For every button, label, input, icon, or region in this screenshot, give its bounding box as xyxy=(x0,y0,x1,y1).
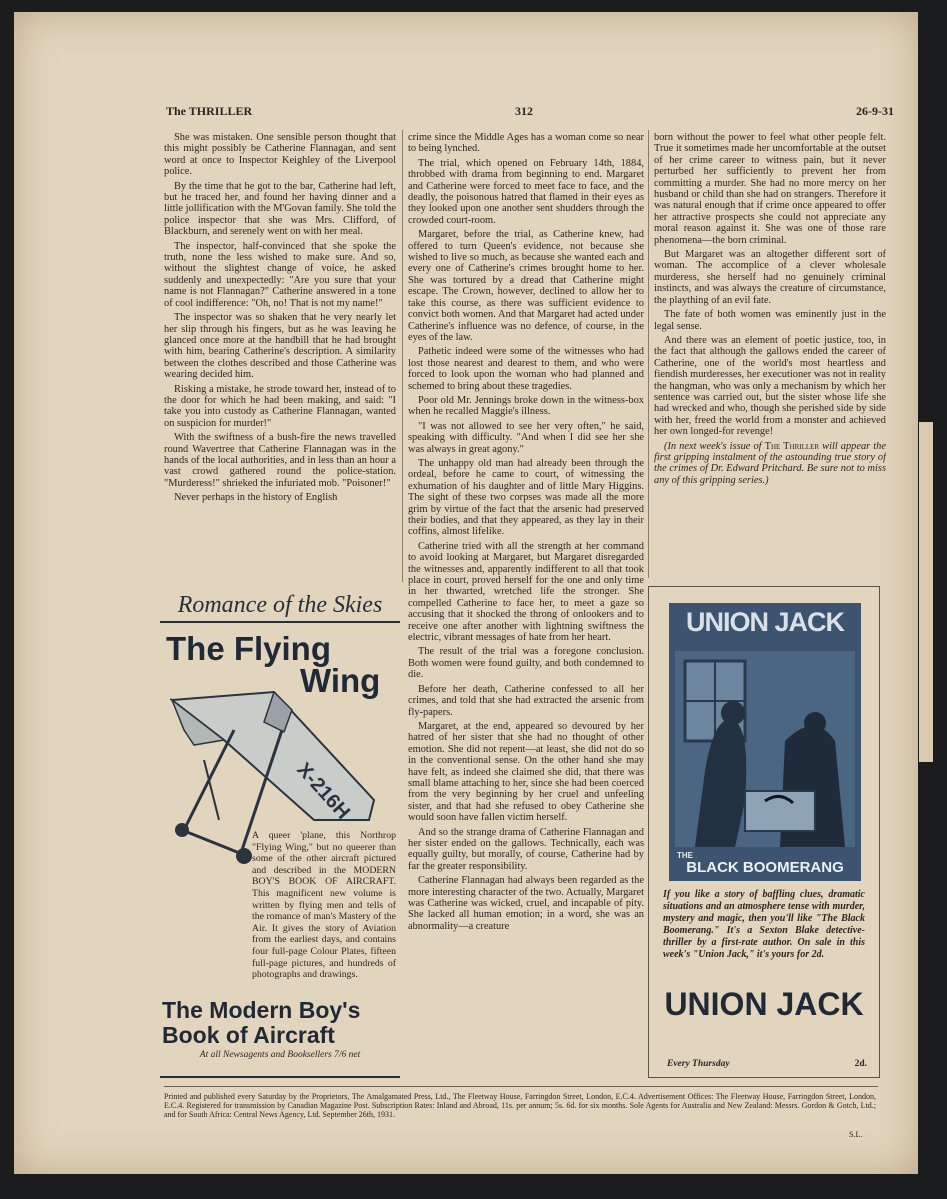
advert-title-line1: The Flying xyxy=(166,630,331,667)
paragraph: born without the power to feel what other people felt. True it sometimes made her uncomfortable at the outset of her crime career to witness pain, but it never perturbed her sufficiently to prevent her from committing a murder. She had no more mercy on her husband or child than she had on strangers. Therefore it was natural enough that if crime once appeared to offer her attractive prospects she could not appreciate any moral reason against it. She was one of those rare phenomena—the born criminal. xyxy=(654,132,886,246)
note-magazine-name: The Thriller xyxy=(764,440,820,452)
paragraph: Never perhaps in the history of English xyxy=(174,492,338,504)
paragraph: Margaret, at the end, appeared so devoured by her hatred of her sister that she had no thought of other emotion. She did not repent—at least, she did not do so in the conventional sense. On the other hand she may have felt, as indeed she claimed she did, that there was small blame attaching to her, since she had been coerced from the very beginning by her cruel and unfeeling sister, and that had she refused to obey Catherine she would soon have fallen victim herself. xyxy=(408,720,644,824)
paragraph: The result of the trial was a foregone conclusion. Both women were found guilty, and both condemned to die. xyxy=(408,646,644,681)
advert-availability: At all Newsagents and Booksellers 7/6 net xyxy=(199,1050,361,1060)
paragraph: crime since the Middle Ages has a woman come so near to being lynched. xyxy=(408,132,644,155)
advert-banner: Romance of the Skies xyxy=(177,592,383,618)
detective-scene-illustration xyxy=(675,651,855,847)
aircraft-registration: X-216H xyxy=(292,758,355,824)
next-week-note xyxy=(654,441,886,487)
paragraph: Poor old Mr. Jennings broke down in the witness-box when he recalled Maggie's illness. xyxy=(408,394,644,418)
issue-date: 26-9-31 xyxy=(856,104,894,118)
paragraph: The inspector, half-convinced that she spoke the truth, none the less wished to make sure. And so, without the slightest change of voice, he asked suddenly and unexpectedly: "Are you sure that your name is not Flannagan?" Catherine answered in a tone of cool indifference: "Oh, no! That is not my name!" xyxy=(164,240,396,309)
column-rule xyxy=(648,130,649,578)
printer-imprint: Printed and published every Saturday by the Proprietors, The Amalgamated Press, Ltd., The Fleetway House, Farringdon Street, London, E.C.4. Advertisement Offices: The Fleetway House, Farringdon Street, London, E.C.4. Registered for transmission by Canadian Magazine Post. Subscription Rates: Inland and Abroad, 11s. per annum; 5s. 6d. for six months. Sole Agents for Australia and New Zealand: Messrs. Gordon & Gotch, Ltd.; and for South Africa: Central News Agency, Ltd. September 26th, 1931. xyxy=(164,1092,876,1120)
divider xyxy=(164,1086,878,1087)
paragraph: The unhappy old man had already been through the ordeal, before he came to court, of witnessing the exhumation of his daughter and of little Mary Higgins. The sight of these two corpses was made all the more grim by virtue of the fact that the arsenic had preserved their bodies, and that they appeared, as they lay in their coffins, almost lifelike. xyxy=(408,457,644,538)
divider xyxy=(160,621,400,623)
aircraft-book-advert xyxy=(160,590,400,1078)
paragraph: The inspector was so shaken that he very nearly let her slip through his fingers, but as he was leaving he glanced once more at the handbill that he had brought with him, bearing Catherine's description. A similarity between the clothes described and those Catherine was wearing decided him. xyxy=(164,312,396,381)
imprint-code: S.L. xyxy=(849,1130,863,1139)
paragraph: By the time that he got to the bar, Catherine had left, but he traced her, and found her having dinner and a little jollification with the M'Govan family. She told the police inspector that she was Mrs. Clifford, of Blackburn, and serenely went on with her meal. xyxy=(164,180,396,238)
cover-masthead: UNION JACK xyxy=(685,607,844,637)
publication-schedule: Every Thursday xyxy=(667,1059,730,1069)
magazine-cover-image xyxy=(669,603,861,881)
advert-title-line2: Wing xyxy=(300,662,381,699)
running-head-title: The THRILLER xyxy=(166,104,253,118)
book-title: The Modern Boy's Book of Aircraft xyxy=(162,997,361,1048)
article-column-1 xyxy=(164,132,396,584)
note-text: (In next week's issue of xyxy=(664,440,765,452)
paragraph: With the swiftness of a bush-fire the news travelled round Wavertree that Catherine Flannagan was in the hands of the local authorities, and in less than an hour a vast crowd gathered round the police-station. "Murderess!" shrieked the infuriated mob. "Poisoner!" xyxy=(164,432,396,489)
paragraph: Catherine tried with all the strength at her command to avoid looking at Margaret, but Margaret disregarded the witnesses and, apparently indifferent to all that took place in court, proved herself for the one and only time in her thwarted, wretched life the stronger. She compelled Catherine to face her, to meet a gaze so accusing that it shocked the throng of onlookers and to receive one after another with lightning swiftness the electric, vibrant messages of hate from her heart. xyxy=(408,540,644,644)
paragraph: Risking a mistake, he strode toward her, instead of to the door for which he had been making, and said: "I take you into custody as Catherine Flannagan, wanted on suspicion for murder!" xyxy=(164,383,396,429)
magazine-page xyxy=(14,12,918,1174)
page-number: 312 xyxy=(515,104,533,118)
paragraph: And there was an element of poetic justice, too, in the fact that although the gallows ended the career of Catherine, one of the world's most heartless and fiendish murderesses, her executioner was not in reality the hangman, who was only a mechanism by which her sentence was carried out, but the sister whose life she had wrecked and who, though she perished side by side with her, freed the world from a monster and achieved her own longed-for revenge! xyxy=(654,334,886,438)
article-column-2 xyxy=(408,132,644,1082)
paragraph: Pathetic indeed were some of the witnesses who had lost those nearest and dearest to them, and who were forced to look upon the woman who had planned and schemed to bring about these tragedies. xyxy=(408,346,644,392)
page-edge xyxy=(919,422,933,762)
paragraph: But Margaret was an altogether different sort of woman. The accomplice of a clever wholesale murderess, she herself had no genuinely criminal instincts, and was always the creature of circumstance, the plaything of an evil fate. xyxy=(654,249,886,306)
note-text: will appear the first gripping instalment of the astounding true story of the crimes of Dr. Edward Pritchard. Be sure not to miss any of this gripping series.) xyxy=(654,440,886,486)
advert-body: A queer 'plane, this Northrop "Flying Wing," but no queerer than some of the other aircraft pictured and described in the MODERN BOY'S BOOK OF AIRCRAFT. This magnificent new volume is written by flying men and tells of the romance of man's Mastery of the Air. It gives the story of Aviation from the earliest days, and contains four full-page Colour Plates, fifteen full-page pictures, and hundreds of photographs and drawings. xyxy=(252,830,396,981)
paragraph: The trial, which opened on February 14th, 1884, throbbed with drama from beginning to end. Margaret and Catherine were forced to meet face to face, and the deadly, the poisonous hatred that flamed in their eyes as they looked upon one another sent shudders through the crowded court-room. xyxy=(408,157,644,226)
paragraph: And so the strange drama of Catherine Flannagan and her sister ended on the gallows. Technically, each was equally guilty, but morally, of course, Catherine had by far the greater responsibility. xyxy=(408,826,644,872)
column-rule xyxy=(402,130,403,582)
paragraph: Catherine Flannagan had always been regarded as the more interesting character of the two. Actually, Margaret was Catherine was wicked, cruel, and incapable of pity. She lacked all human emotion; in a word, she was an abnormality—a creature xyxy=(408,875,644,932)
article-column-3 xyxy=(654,132,886,572)
price: 2d. xyxy=(854,1059,867,1069)
advert-body: If you like a story of baffling clues, dramatic situations and an atmosphere tense with murder, mystery and magic, then you'll like "The Black Boomerang." It's a Sexton Blake detective-thriller by a first-rate author. On sale in this week's "Union Jack," it's yours for 2d. xyxy=(663,889,865,960)
paragraph: Margaret, before the trial, as Catherine knew, had offered to turn Queen's evidence, not because she wished to live so much, as because she wanted each and every one of Catherine's crimes brought home to her. She was tortured by a dread that Catherine might escape. The Crown, however, declined to allow her to take this course, as there was sufficient evidence to convict both women. And that Margaret had acted under Catherine's influence was no defence, of course, in the eyes of the law. xyxy=(408,229,644,343)
cover-story-title: BLACK BOOMERANG xyxy=(686,859,844,876)
paragraph: She was mistaken. One sensible person thought that this might possibly be Catherine Flannagan, and sent word at once to Inspector Keighley of the Liverpool police. xyxy=(164,132,396,178)
brand-name: UNION JACK xyxy=(664,986,864,1022)
paragraph: The fate of both women was eminently just in the legal sense. xyxy=(654,309,886,332)
paragraph: Before her death, Catherine confessed to all her crimes, and told that she had extracted the arsenic from fly-papers. xyxy=(408,683,644,718)
paragraph: "I was not allowed to see her very often," he said, speaking with difficulty. "And when I did see her she was always in great agony." xyxy=(408,420,644,455)
cover-the: THE xyxy=(677,851,693,860)
union-jack-advert xyxy=(648,586,880,1078)
